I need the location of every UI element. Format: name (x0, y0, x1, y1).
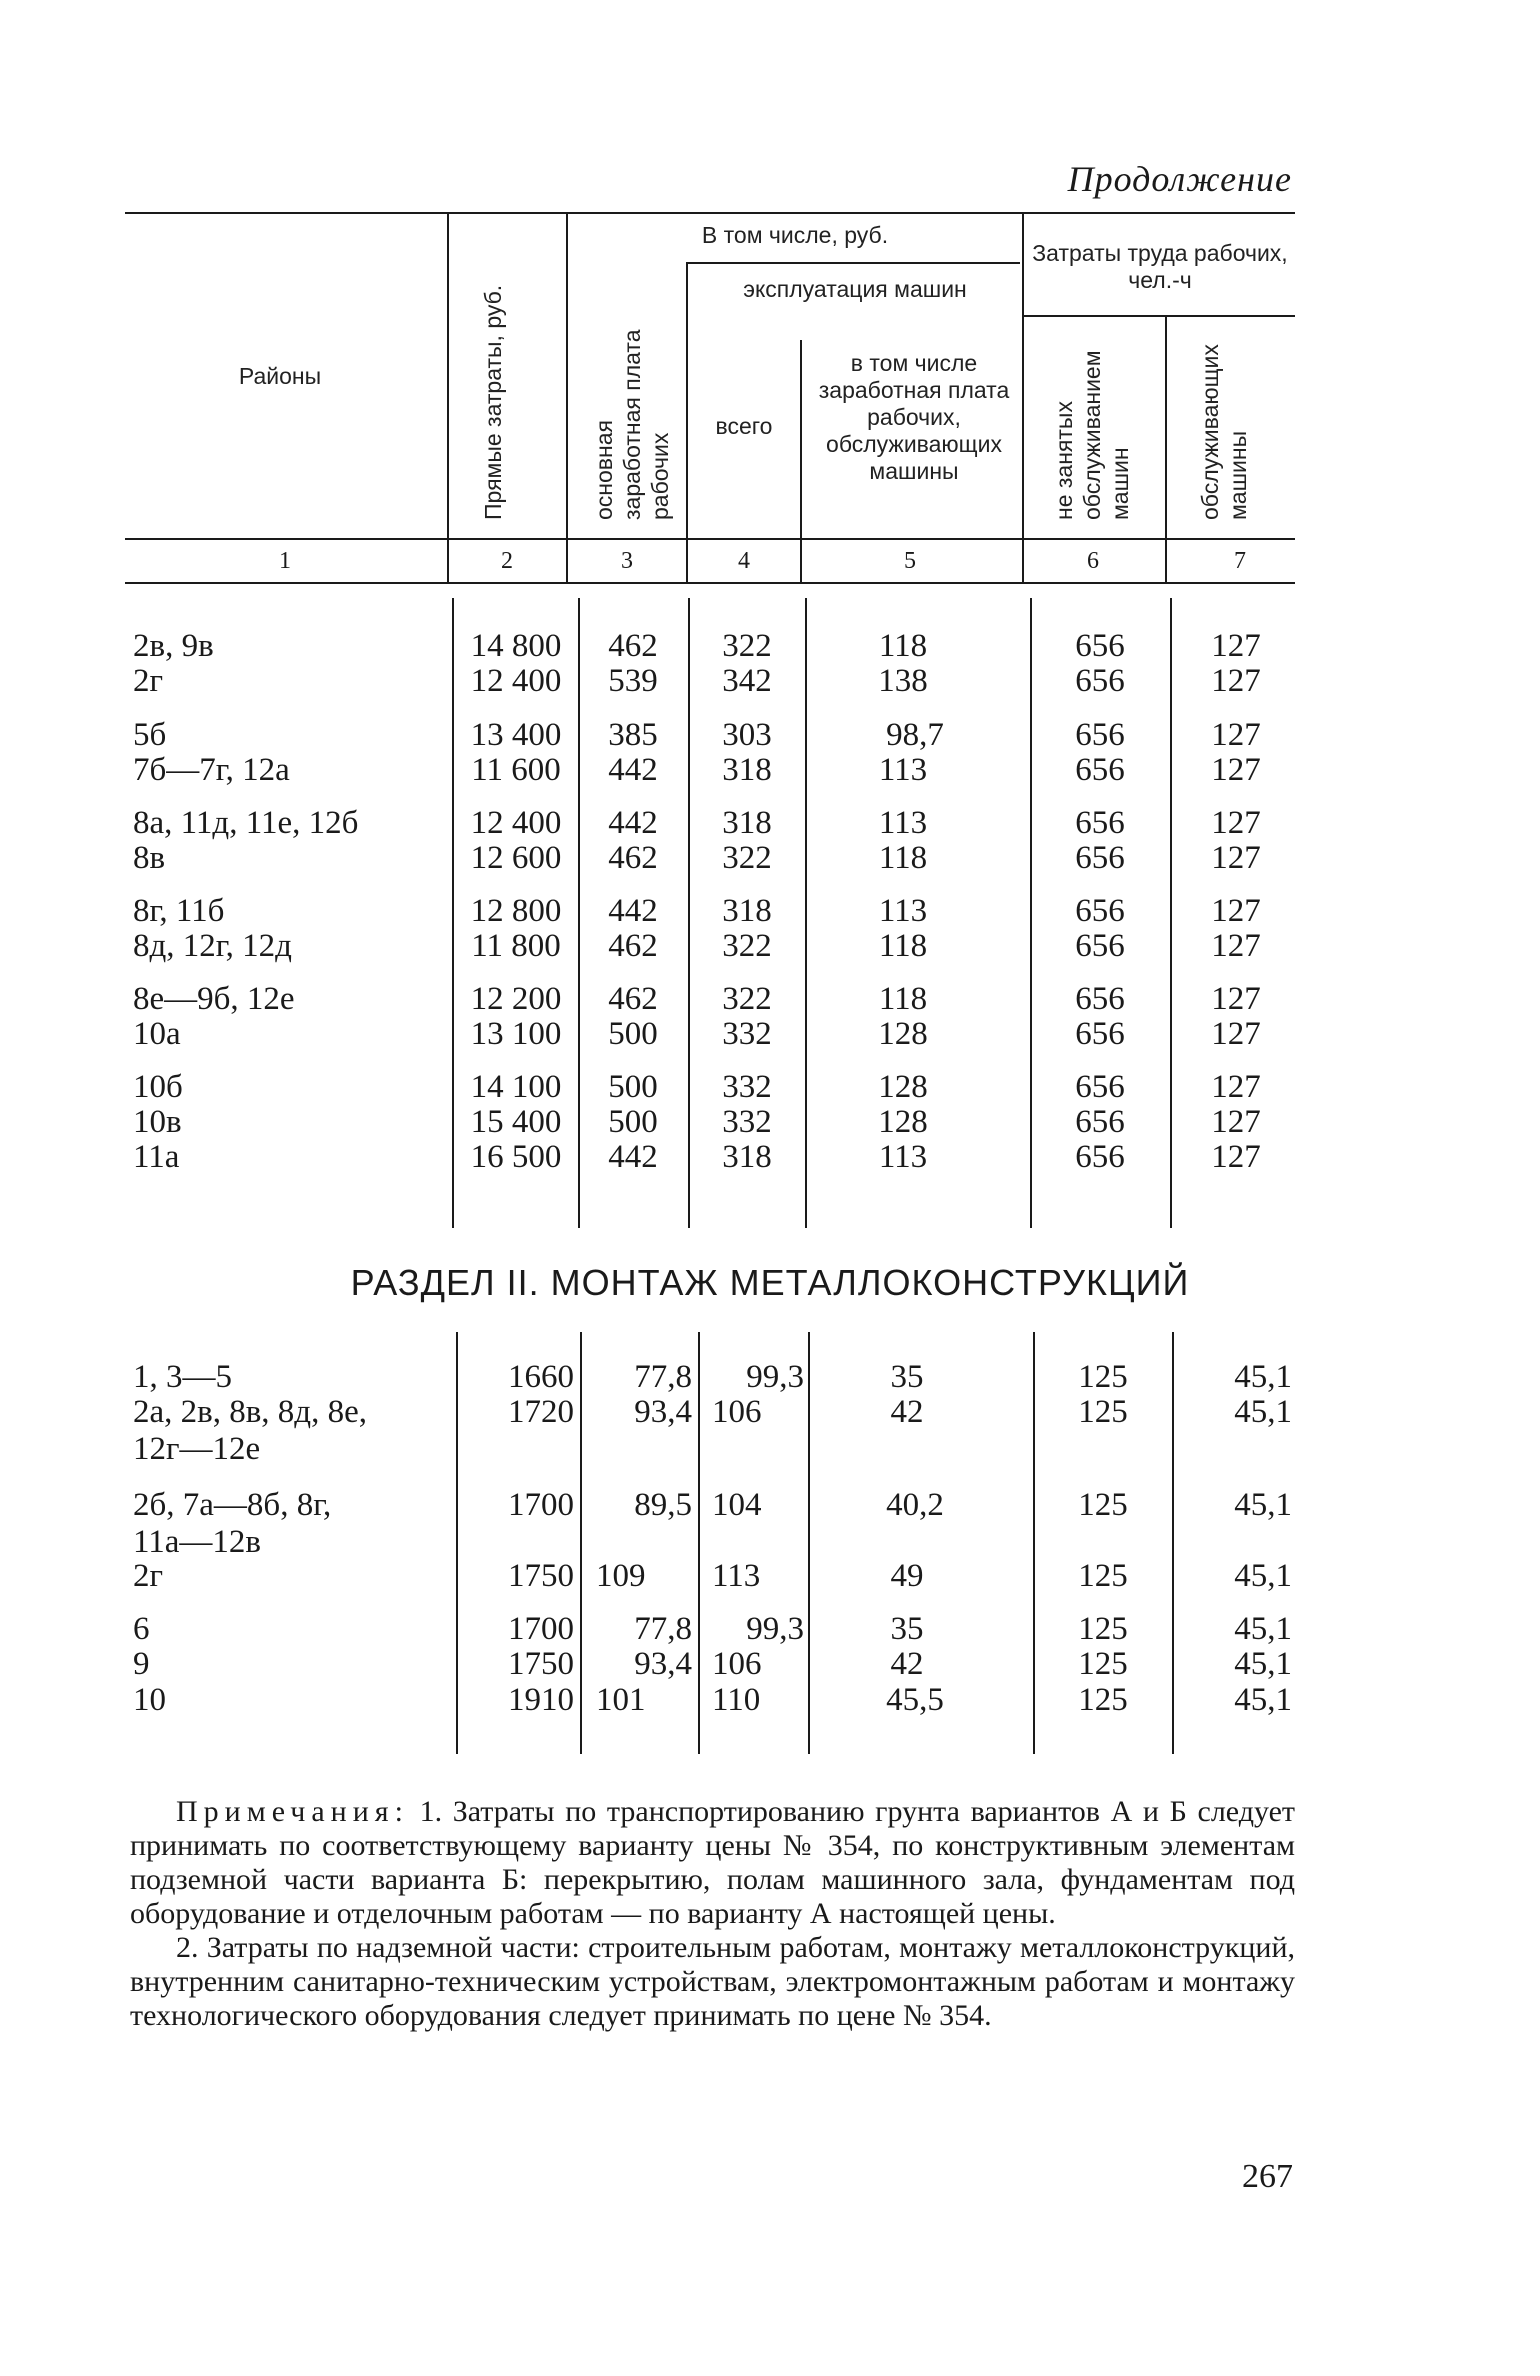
cell-labor-free: 656 (1075, 628, 1125, 664)
cell-region: 6 (133, 1611, 150, 1647)
cell-base-wage: 500 (608, 1069, 658, 1105)
cell-machine-total: 318 (722, 1139, 772, 1175)
cell-region: 2б, 7а—8б, 8г, (133, 1487, 332, 1523)
note-1 (130, 1795, 1295, 1931)
cell-machine-total: 99,3 (746, 1611, 804, 1647)
cell-machine-total: 110 (712, 1682, 761, 1718)
cell-region: 8д, 12г, 12д (133, 928, 292, 964)
cell-labor-machine: 127 (1211, 840, 1261, 876)
header-zatraty-truda: Затраты труда рабочих, чел.-ч (1032, 240, 1288, 293)
header-vsego: всего (715, 413, 773, 439)
cell-direct-costs: 13 400 (470, 717, 562, 753)
cell-direct-costs: 1700 (508, 1487, 574, 1523)
cell-labor-machine: 127 (1211, 928, 1261, 964)
cell-base-wage: 93,4 (634, 1646, 692, 1682)
cell-region: 5б (133, 717, 167, 753)
cell-machine-total: 322 (722, 928, 772, 964)
cell-labor-free: 656 (1075, 840, 1125, 876)
note-2: 2. Затраты по надземной части: строительным работам, монтажу металлоконструкций, внутренним санитарно-техническим устройствам, электромонтажным работам и монтажу технологического оборудования следует принимать по цене № 354. (130, 1931, 1295, 2032)
s2-vline-6 (1172, 1332, 1174, 1754)
cell-machine-wage: 128 (878, 1104, 928, 1140)
cell-base-wage: 462 (608, 840, 658, 876)
col-number-6: 6 (1087, 548, 1099, 574)
s2-vline-1 (456, 1332, 458, 1754)
cell-machine-total: 318 (722, 752, 772, 788)
cell-labor-free: 656 (1075, 752, 1125, 788)
col-number-1: 1 (279, 548, 291, 574)
cell-labor-machine: 127 (1211, 1016, 1261, 1052)
cell-region: 2а, 2в, 8в, 8д, 8е, (133, 1394, 367, 1430)
notes-block (130, 1795, 1295, 2033)
hdr-vline-4 (800, 340, 802, 584)
cell-machine-total: 322 (722, 981, 772, 1017)
table-top-rule (125, 212, 1295, 214)
cell-machine-wage: 42 (890, 1646, 924, 1682)
cell-region: 2г (133, 1558, 164, 1594)
col-number-3: 3 (621, 548, 633, 574)
header-v-tom-chisle: В том числе, руб. (701, 222, 889, 248)
cell-machine-wage: 118 (878, 928, 928, 964)
cell-labor-free: 125 (1078, 1359, 1128, 1395)
cell-base-wage: 101 (596, 1682, 646, 1718)
cell-machine-wage: 45,5 (886, 1682, 944, 1718)
cell-labor-free: 125 (1078, 1646, 1128, 1682)
cell-machine-wage: 118 (878, 840, 928, 876)
cell-base-wage: 109 (596, 1558, 646, 1594)
s2-vline-4 (808, 1332, 810, 1754)
cell-machine-wage: 35 (890, 1611, 924, 1647)
header-obsluzhivayuschih: обслуживающих машины (1197, 344, 1251, 520)
continuation-label: Продолжение (1067, 159, 1292, 199)
cell-machine-total: 99,3 (746, 1359, 804, 1395)
cell-direct-costs: 1750 (508, 1558, 574, 1594)
cell-labor-free: 656 (1075, 1069, 1125, 1105)
cell-direct-costs: 14 100 (470, 1069, 562, 1105)
cell-labor-machine: 45,1 (1234, 1394, 1292, 1430)
header-ne-zanyatyh: не занятых обслуживанием машин (1051, 350, 1133, 520)
cell-labor-free: 125 (1078, 1487, 1128, 1523)
cell-labor-free: 656 (1075, 717, 1125, 753)
cell-machine-total: 106 (712, 1394, 762, 1430)
cell-machine-wage: 113 (878, 805, 928, 841)
cell-base-wage: 500 (608, 1016, 658, 1052)
cell-machine-wage: 98,7 (886, 717, 944, 753)
cell-region: 10б (133, 1069, 183, 1105)
cell-direct-costs: 1750 (508, 1646, 574, 1682)
cell-region: 1, 3—5 (133, 1359, 232, 1395)
col-number-2: 2 (501, 548, 513, 574)
cell-direct-costs: 1910 (508, 1682, 574, 1718)
cell-machine-wage: 113 (878, 1139, 928, 1175)
cell-labor-machine: 127 (1211, 981, 1261, 1017)
cell-labor-free: 656 (1075, 928, 1125, 964)
cell-labor-machine: 45,1 (1234, 1487, 1292, 1523)
cell-direct-costs: 13 100 (470, 1016, 562, 1052)
cell-labor-free: 656 (1075, 663, 1125, 699)
cell-labor-machine: 45,1 (1234, 1359, 1292, 1395)
page-number: 267 (1242, 2158, 1293, 2195)
cell-base-wage: 385 (608, 717, 658, 753)
cell-labor-machine: 127 (1211, 805, 1261, 841)
cell-base-wage: 539 (608, 663, 658, 699)
cell-labor-machine: 45,1 (1234, 1646, 1292, 1682)
cell-region: 8г, 11б (133, 893, 225, 929)
cell-machine-total: 104 (712, 1487, 762, 1523)
colnum-bottom-rule (125, 582, 1295, 584)
cell-base-wage: 442 (608, 1139, 658, 1175)
cell-base-wage: 77,8 (634, 1611, 692, 1647)
cell-labor-machine: 45,1 (1234, 1682, 1292, 1718)
cell-labor-free: 656 (1075, 1139, 1125, 1175)
cell-labor-free: 656 (1075, 1016, 1125, 1052)
section-2-title: РАЗДЕЛ II. МОНТАЖ МЕТАЛЛОКОНСТРУКЦИЙ (350, 1262, 1190, 1303)
cell-base-wage: 93,4 (634, 1394, 692, 1430)
notes-label: Примечания: (176, 1795, 409, 1828)
header-vtch-zarplata: в том числе заработная плата рабочих, обслуживающих машины (818, 350, 1010, 484)
cell-direct-costs: 12 800 (470, 893, 562, 929)
cell-direct-costs: 11 800 (471, 928, 561, 964)
cell-machine-total: 342 (722, 663, 772, 699)
cell-machine-wage: 40,2 (886, 1487, 944, 1523)
cell-region: 10в (133, 1104, 182, 1140)
cell-region: 11а (133, 1139, 180, 1175)
cell-region: 2в, 9в (133, 628, 214, 664)
cell-machine-total: 113 (712, 1558, 761, 1594)
col-number-5: 5 (904, 548, 916, 574)
expl-rule (686, 262, 1020, 264)
cell-machine-wage: 118 (878, 981, 928, 1017)
cell-labor-machine: 127 (1211, 663, 1261, 699)
cell-machine-total: 303 (722, 717, 772, 753)
cell-labor-free: 125 (1078, 1558, 1128, 1594)
header-osnovnaya: основная заработная плата рабочих (591, 329, 673, 520)
cell-labor-machine: 127 (1211, 1139, 1261, 1175)
cell-direct-costs: 1720 (508, 1394, 574, 1430)
cell-machine-total: 332 (722, 1069, 772, 1105)
cell-labor-machine: 127 (1211, 893, 1261, 929)
cell-base-wage: 462 (608, 628, 658, 664)
s1-vline-1 (452, 598, 454, 1228)
cell-labor-machine: 127 (1211, 752, 1261, 788)
cell-base-wage: 77,8 (634, 1359, 692, 1395)
cell-labor-free: 656 (1075, 1104, 1125, 1140)
s1-vline-4 (805, 598, 807, 1228)
cell-machine-wage: 113 (878, 752, 928, 788)
cell-machine-wage: 128 (878, 1016, 928, 1052)
s2-vline-2 (580, 1332, 582, 1754)
cell-machine-total: 318 (722, 805, 772, 841)
cell-region-cont: 11а—12в (133, 1524, 262, 1560)
cell-region: 7б—7г, 12а (133, 752, 290, 788)
cell-base-wage: 442 (608, 752, 658, 788)
cell-machine-wage: 128 (878, 1069, 928, 1105)
cell-machine-total: 322 (722, 628, 772, 664)
labor-rule (1024, 315, 1295, 317)
hdr-vline-6 (1165, 317, 1167, 584)
cell-machine-wage: 42 (890, 1394, 924, 1430)
cell-direct-costs: 16 500 (470, 1139, 562, 1175)
cell-machine-wage: 35 (890, 1359, 924, 1395)
cell-region: 8е—9б, 12е (133, 981, 295, 1017)
cell-labor-machine: 127 (1211, 1104, 1261, 1140)
cell-direct-costs: 12 400 (470, 663, 562, 699)
cell-labor-machine: 127 (1211, 628, 1261, 664)
cell-region: 10 (133, 1682, 166, 1718)
cell-base-wage: 442 (608, 893, 658, 929)
note-1-text: 1. Затраты по транспортированию грунта вариантов А и Б следует принимать по соответствующему варианту цены № 354, по конструктивным элементам подземной части варианта Б: перекрытию, полам машинного зала, фундаментам под оборудование и отделочным работам — по варианту А настоящей цены. (130, 1795, 1296, 1930)
cell-labor-machine: 45,1 (1234, 1611, 1292, 1647)
cell-machine-total: 322 (722, 840, 772, 876)
cell-region-cont: 12г—12е (133, 1431, 261, 1467)
cell-machine-total: 318 (722, 893, 772, 929)
cell-direct-costs: 12 400 (470, 805, 562, 841)
cell-region: 8в (133, 840, 166, 876)
cell-labor-free: 125 (1078, 1682, 1128, 1718)
cell-direct-costs: 11 600 (471, 752, 561, 788)
cell-labor-free: 125 (1078, 1611, 1128, 1647)
cell-direct-costs: 1660 (508, 1359, 574, 1395)
cell-direct-costs: 1700 (508, 1611, 574, 1647)
cell-labor-free: 656 (1075, 805, 1125, 841)
cell-labor-free: 125 (1078, 1394, 1128, 1430)
cell-machine-wage: 49 (890, 1558, 924, 1594)
cell-machine-wage: 118 (878, 628, 928, 664)
cell-direct-costs: 14 800 (470, 628, 562, 664)
cell-region: 10а (133, 1016, 181, 1052)
cell-base-wage: 462 (608, 928, 658, 964)
cell-region: 9 (133, 1646, 150, 1682)
s2-vline-3 (698, 1332, 700, 1754)
cell-labor-free: 656 (1075, 893, 1125, 929)
cell-machine-total: 332 (722, 1104, 772, 1140)
cell-base-wage: 442 (608, 805, 658, 841)
col-number-4: 4 (738, 548, 750, 574)
cell-base-wage: 462 (608, 981, 658, 1017)
cell-labor-machine: 127 (1211, 1069, 1261, 1105)
cell-labor-free: 656 (1075, 981, 1125, 1017)
cell-machine-total: 332 (722, 1016, 772, 1052)
cell-direct-costs: 12 200 (470, 981, 562, 1017)
cell-labor-machine: 45,1 (1234, 1558, 1292, 1594)
cell-region: 8а, 11д, 11е, 12б (133, 805, 359, 841)
hdr-vline-2 (566, 214, 568, 584)
cell-direct-costs: 12 600 (470, 840, 562, 876)
cell-direct-costs: 15 400 (470, 1104, 562, 1140)
cell-base-wage: 89,5 (634, 1487, 692, 1523)
cell-machine-wage: 113 (878, 893, 928, 929)
cell-machine-wage: 138 (878, 663, 928, 699)
cell-region: 2г (133, 663, 164, 699)
s2-vline-5 (1033, 1332, 1035, 1754)
hdr-vline-1 (447, 214, 449, 584)
col-number-7: 7 (1234, 548, 1246, 574)
header-bottom-rule (125, 538, 1295, 540)
hdr-vline-5 (1022, 214, 1024, 584)
cell-base-wage: 500 (608, 1104, 658, 1140)
header-ekspluatatsiya: эксплуатация машин (743, 276, 967, 302)
cell-machine-total: 106 (712, 1646, 762, 1682)
header-pryamye: Прямые затраты, руб. (480, 284, 506, 520)
header-rayony: Районы (238, 363, 322, 389)
cell-labor-machine: 127 (1211, 717, 1261, 753)
